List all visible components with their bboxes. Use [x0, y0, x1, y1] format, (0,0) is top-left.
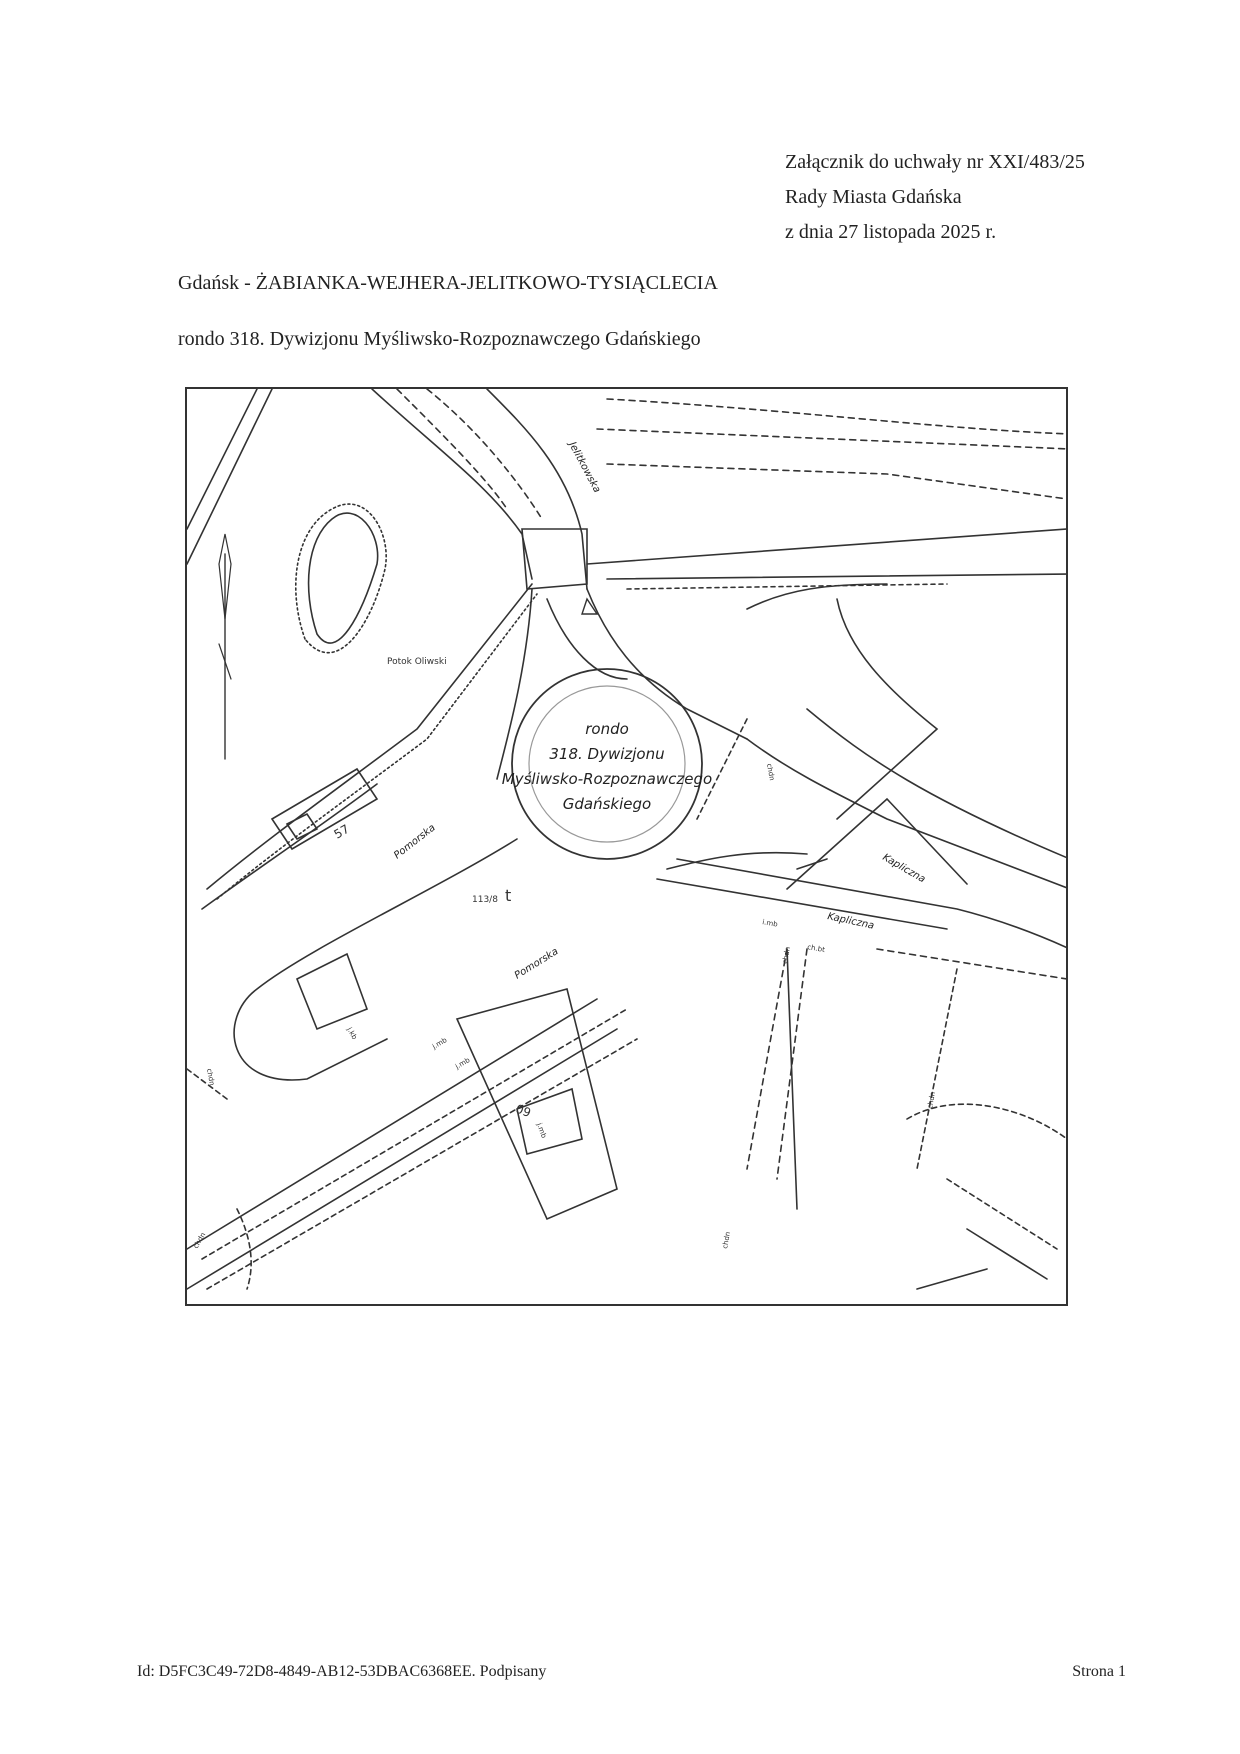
road-edge	[487, 389, 587, 589]
roundabout-label-line1: rondo	[585, 720, 629, 738]
road-edge	[234, 839, 517, 1080]
small-label: chdn	[781, 946, 792, 965]
attachment-date: z dnia 27 listopada 2025 r.	[785, 221, 997, 243]
attachment-council: Rady Miasta Gdańska	[785, 186, 962, 208]
district-title: Gdańsk - ŻABIANKA-WEJHERA-JELITKOWO-TYSIĄCLECIA	[178, 272, 718, 294]
building	[297, 954, 367, 1029]
road-edge	[587, 529, 1067, 564]
document-id: Id: D5FC3C49-72D8-4849-AB12-53DBAC6368EE. Podpisany	[137, 1663, 547, 1680]
attachment-header	[785, 145, 1085, 250]
small-label: i.mb	[761, 918, 779, 929]
road-edge	[497, 589, 532, 779]
street-label-pomorska-upper: Pomorska	[392, 822, 438, 862]
small-label: ch.bt	[806, 943, 826, 955]
boundary-line	[187, 389, 257, 529]
triangle-island	[787, 799, 967, 889]
roundabout-label-line2: 318. Dywizjonu	[549, 745, 665, 763]
attachment-resolution-number: Załącznik do uchwały nr XXI/483/25	[785, 151, 1085, 173]
parcel-label: 113/8	[472, 895, 498, 905]
street-label-pomorska-lower: Pomorska	[512, 946, 561, 982]
embankment-oval	[309, 513, 378, 643]
small-label: j.mb	[535, 1121, 548, 1140]
building-57	[272, 769, 377, 849]
small-label: chdn	[191, 1231, 208, 1250]
building-60	[517, 1089, 582, 1154]
building-number-57: 57	[331, 821, 352, 842]
building-number-60: 60	[513, 1100, 534, 1120]
roundabout-label-line4: Gdańskiego	[562, 795, 652, 813]
road-edge	[587, 589, 747, 739]
small-label: j.kb	[345, 1026, 359, 1041]
street-label-kapliczna-upper: Kapliczna	[880, 852, 928, 886]
street-label-kapliczna-lower: Kapliczna	[826, 911, 876, 932]
page-number: Strona 1	[1072, 1663, 1126, 1680]
road-edge	[372, 389, 532, 579]
parcel-boundary	[837, 599, 937, 819]
small-label: chdn	[205, 1067, 216, 1087]
area-label-potok: Potok Oliwski	[387, 657, 447, 667]
bridge	[522, 529, 587, 589]
embankment-line	[207, 584, 532, 889]
street-map	[187, 389, 1068, 1306]
roundabout-label-line3: Myśliwsko-Rozpoznawczego	[501, 770, 713, 788]
small-label: j.mb	[431, 1036, 449, 1051]
small-label: chdn	[926, 1091, 937, 1110]
roundabout-outer	[512, 669, 702, 859]
boundary-line	[187, 389, 272, 564]
street-label-jelitkowska: Jelitkowska	[566, 440, 603, 495]
small-label: chdn	[721, 1231, 732, 1250]
small-label: chdn	[765, 762, 776, 782]
roundabout-label	[502, 720, 712, 813]
small-label: j.mb	[454, 1056, 472, 1071]
road-edge	[677, 859, 1068, 949]
cross-marker: t	[505, 886, 512, 905]
parcel-boundary	[457, 989, 617, 1219]
object-title: rondo 318. Dywizjonu Myśliwsko-Rozpoznawczego Gdańskiego	[178, 328, 701, 350]
map-frame	[185, 387, 1068, 1306]
